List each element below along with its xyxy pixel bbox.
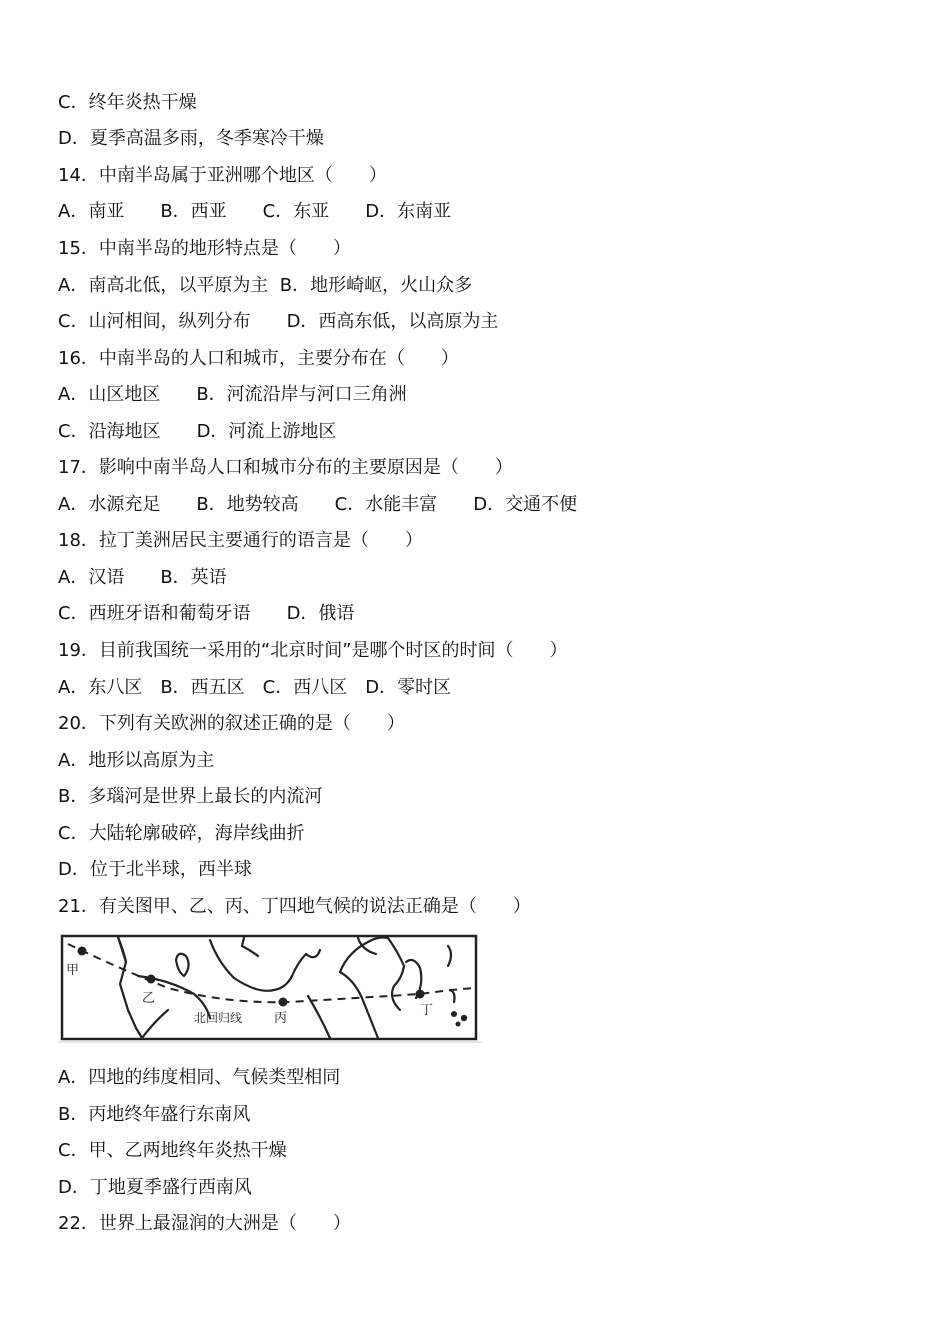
label-yi: 乙 <box>142 990 156 1005</box>
question-line-6: C．山河相间，纵列分布 D．西高东低，以高原为主 <box>58 311 499 332</box>
label-jia: 甲 <box>66 962 80 977</box>
question-line-11: A．水源充足 B．地势较高 C．水能丰富 D．交通不便 <box>58 494 578 515</box>
question-line-22b: 22．世界上最湿润的大洲是（ ） <box>58 1213 351 1234</box>
question-line-18: A．地形以高原为主 <box>58 750 215 771</box>
question-line-10: 17．影响中南半岛人口和城市分布的主要原因是（ ） <box>58 457 513 478</box>
question-line-1: D．夏季高温多雨，冬季寒冷干燥 <box>58 128 324 149</box>
answer-line-0: A．四地的纬度相同、气候类型相同 <box>58 1067 341 1088</box>
tropic-line <box>68 944 474 1002</box>
question-line-0: C．终年炎热干燥 <box>58 92 197 113</box>
question-line-13: A．汉语 B．英语 <box>58 567 227 588</box>
question-line-22: 21．有关图甲、乙、丙、丁四地气候的说法正确是（ ） <box>58 896 531 917</box>
question-line-21: D．位于北半球，西半球 <box>58 859 252 880</box>
answer-line-3: D．丁地夏季盛行西南风 <box>58 1177 252 1198</box>
label-ding: 丁 <box>420 1002 434 1017</box>
question-line-12: 18．拉丁美洲居民主要通行的语言是（ ） <box>58 530 423 551</box>
tropic-map <box>58 932 482 1044</box>
question-line-19: B．多瑙河是世界上最长的内流河 <box>58 786 323 807</box>
question-line-7: 16．中南半岛的人口和城市，主要分布在（ ） <box>58 348 459 369</box>
question-line-4: 15．中南半岛的地形特点是（ ） <box>58 238 351 259</box>
question-line-5: A．南高北低，以平原为主 B．地形崎岖，火山众多 <box>58 275 473 296</box>
question-line-17: 20．下列有关欧洲的叙述正确的是（ ） <box>58 713 405 734</box>
question-line-14: C．西班牙语和葡萄牙语 D．俄语 <box>58 603 355 624</box>
answer-line-1: B．丙地终年盛行东南风 <box>58 1104 251 1125</box>
question-line-15: 19．目前我国统一采用的“北京时间”是哪个时区的时间（ ） <box>58 640 568 661</box>
question-line-9: C．沿海地区 D．河流上游地区 <box>58 421 337 442</box>
question-line-8: A．山区地区 B．河流沿岸与河口三角洲 <box>58 384 407 405</box>
question-line-20: C．大陆轮廓破碎，海岸线曲折 <box>58 823 305 844</box>
label-tropic: 北回归线 <box>194 1011 243 1025</box>
label-bing: 丙 <box>274 1010 288 1025</box>
answer-line-2: C．甲、乙两地终年炎热干燥 <box>58 1140 287 1161</box>
question-line-2: 14．中南半岛属于亚洲哪个地区（ ） <box>58 165 387 186</box>
question-line-3: A．南亚 B．西亚 C．东亚 D．东南亚 <box>58 201 452 222</box>
question-line-16: A．东八区 B．西五区 C．西八区 D．零时区 <box>58 677 452 698</box>
